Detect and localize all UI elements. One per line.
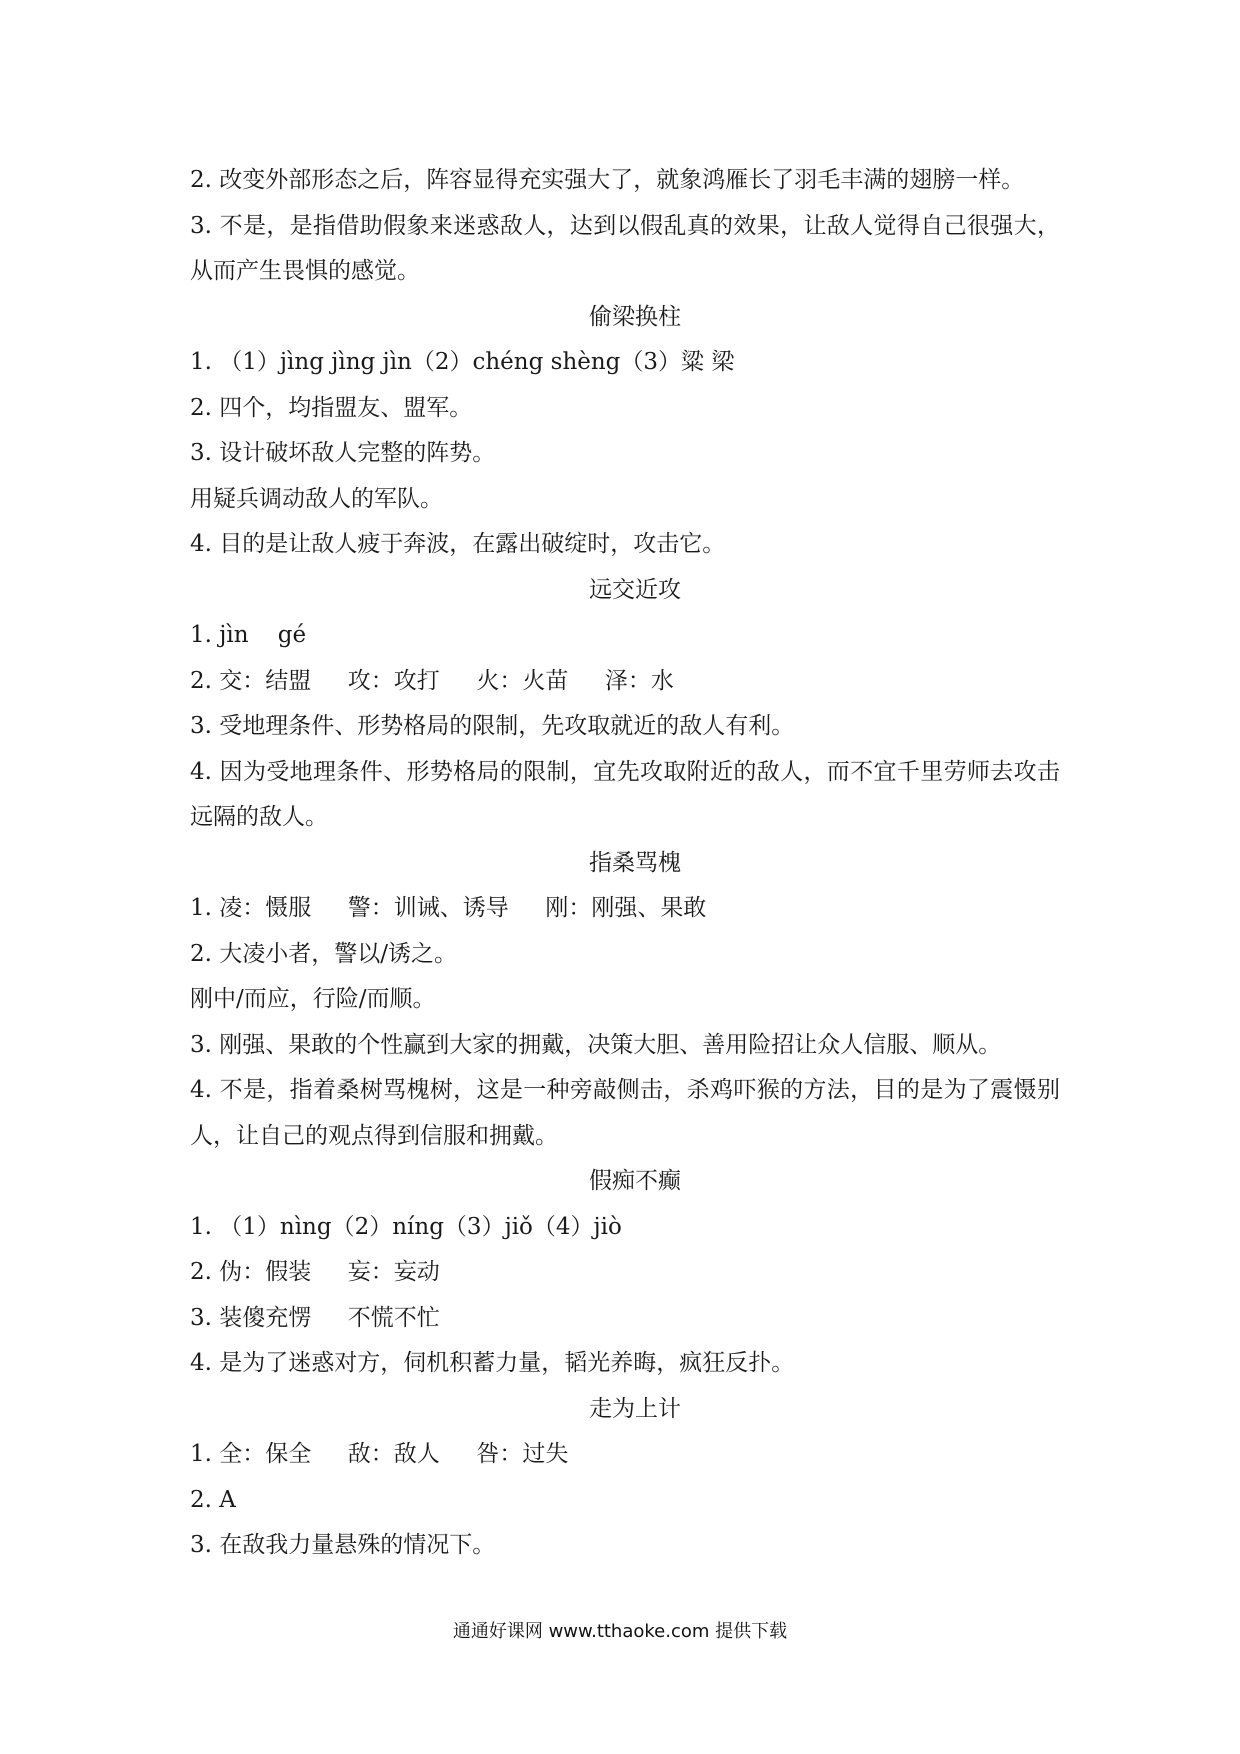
- answer-line: 1. 全：保全 敌：敌人 咎：过失: [190, 1441, 569, 1467]
- answer-line: 3. 设计破坏敌人完整的阵势。: [190, 440, 496, 466]
- answer-line: 3. 在敌我力量悬殊的情况下。: [190, 1532, 496, 1558]
- answer-line: 1. 凌：慑服 警：训诫、诱导 刚：刚强、果敢: [190, 895, 707, 921]
- answer-line: 2. 交：结盟 攻：攻打 火：火苗 泽：水: [190, 667, 674, 694]
- answer-line: 3. 装傻充愣 不慌不忙: [190, 1304, 440, 1331]
- answer-line: 2. 大凌小者，警以/诱之。: [190, 940, 458, 967]
- answer-line: 2. 四个，均指盟友、盟军。: [190, 394, 473, 421]
- page-footer: 通通好课网 www.tthaoke.com 提供下载: [452, 1621, 788, 1642]
- answer-line: 2. 改变外部形态之后，阵容显得充实强大了，就象鸿雁长了羽毛丰满的翅膀一样。: [190, 167, 1025, 193]
- answer-line: 4. 目的是让敌人疲于奔波，在露出破绽时，攻击它。: [190, 531, 726, 557]
- answer-line: 刚中/而应，行险/而顺。: [190, 986, 436, 1012]
- answer-line: 3. 受地理条件、形势格局的限制，先攻取就近的敌人有利。: [190, 713, 795, 739]
- answer-line: 用疑兵调动敌人的军队。: [190, 485, 443, 512]
- section-yuan-jiao-jin-gong: [190, 568, 1060, 841]
- answer-line: 3. 刚强、果敢的个性赢到大家的拥戴，决策大胆、善用险招让众人信服、顺从。: [190, 1031, 1002, 1058]
- answer-line: 4. 不是，指着桑树骂槐树，这是一种旁敲侧击，杀鸡吓猴的方法，目的是为了震慑别人，让自己的观点得到信服和拥戴。: [190, 1077, 1060, 1149]
- section-zou-wei-shang-ji: [190, 1387, 1060, 1569]
- answer-line: 4. 因为受地理条件、形势格局的限制，宜先攻取附近的敌人，而不宜千里劳师去攻击远隔的敌人。: [190, 758, 1060, 830]
- section-jia-chi-bu-dian: [190, 1159, 1060, 1387]
- section-tou-liang-huan-zhu: [190, 295, 1060, 568]
- answer-document: [190, 158, 1060, 1569]
- section-title: 偷梁换柱: [589, 303, 681, 330]
- answer-line: 2. A: [190, 1486, 236, 1513]
- section-title: 指桑骂槐: [589, 849, 681, 876]
- answer-line: 1. （1）jìng jìng jìn（2）chéng shèng（3）粱 梁: [190, 349, 735, 375]
- section-title: 远交近攻: [589, 576, 681, 603]
- section-title: 假痴不癫: [589, 1168, 681, 1194]
- answer-line: 2. 伪：假装 妄：妄动: [190, 1259, 440, 1285]
- answer-line: 3. 不是，是指借助假象来迷惑敌人，达到以假乱真的效果，让敌人觉得自己很强大，从而产生畏惧的感觉。: [190, 212, 1060, 284]
- answer-line: 4. 是为了迷惑对方，伺机积蓄力量，韬光养晦，疯狂反扑。: [190, 1350, 795, 1376]
- section-title: 走为上计: [589, 1395, 681, 1422]
- answer-line: 1. （1）nìng（2）níng（3）jiǒ（4）jiò: [190, 1213, 622, 1240]
- answer-line: 1. jìn gé: [190, 622, 307, 648]
- section-zhi-sang-ma-huai: [190, 841, 1060, 1160]
